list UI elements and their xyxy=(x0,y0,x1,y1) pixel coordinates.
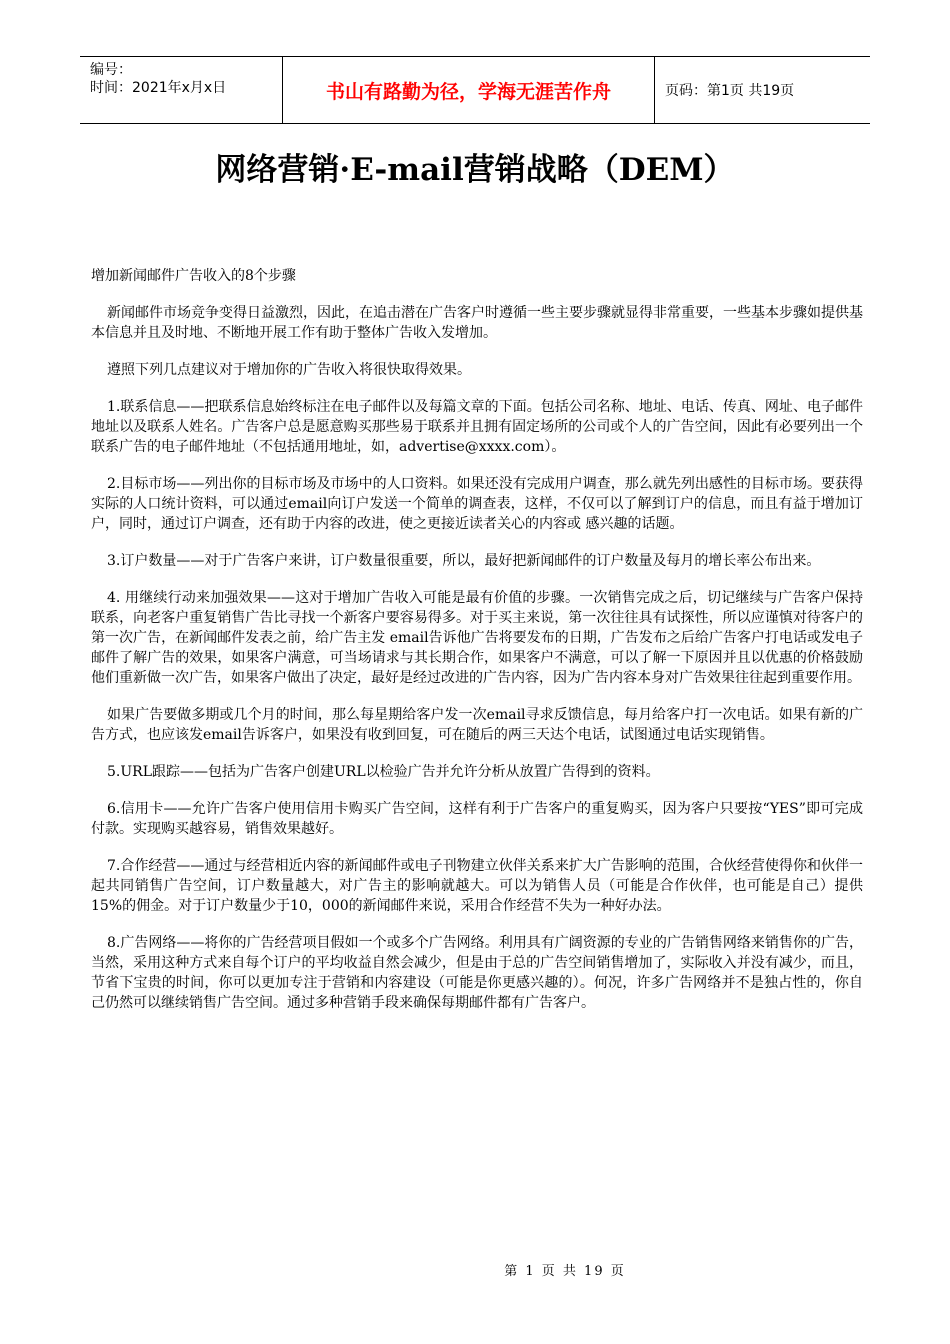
paragraph: 新闻邮件市场竞争变得日益激烈，因此，在追击潜在广告客户时遵循一些主要步骤就显得非常重要，一些基本步骤如提供基本信息并且及时地、不断地开展工作有助于整体广告收入发增加。 xyxy=(91,305,863,341)
header-motto: 书山有路勤为径，学海无涯苦作舟 xyxy=(282,57,655,123)
paragraph: 5.URL跟踪——包括为广告客户创建URL以检验广告并允许分析从放置广告得到的资料。 xyxy=(107,764,660,780)
paragraph: 8.广告网络——将你的广告经营项目假如一个或多个广告网络。利用具有广阔资源的专业的广告销售网络来销售你的广告，当然，采用这种方式来自每个订户的平均收益自然会减少，但是由于总的广告空间销售增加了，实际收入并没有减少，而且，节省下宝贵的时间，你可以更加专注于营销和内容建设（可能是你更感兴趣的）。何况，许多广告网络并不是独占性的，你自己仍然可以继续销售广告空间。通过多种营销手段来确保每期邮件都有广告客户。 xyxy=(91,935,863,1011)
paragraph: 3.订户数量——对于广告客户来讲，订户数量很重要，所以，最好把新闻邮件的订户数量及每月的增长率公布出来。 xyxy=(107,553,821,569)
paragraph: 遵照下列几点建议对于增加你的广告收入将很快取得效果。 xyxy=(107,362,471,378)
page-footer xyxy=(0,1260,950,1279)
paragraph: 2.目标市场——列出你的目标市场及市场中的人口资料。如果还没有完成用户调查，那么就先列出感性的目标市场。要获得实际的人口统计资料，可以通过email向订户发送一个简单的调查表，这样，不仅可以了解到订户的信息，而且有益于增加订户，同时，通过订户调查，还有助于内容的改进，使之更接近读者关心的内容或 感兴趣的话题。 xyxy=(91,476,863,532)
paragraph: 如果广告要做多期或几个月的时间，那么每星期给客户发一次email寻求反馈信息，每月给客户打一次电话。如果有新的广告方式，也应该发email告诉客户，如果没有收到回复，可在随后的两三天达个电话，试图通过电话实现销售。 xyxy=(91,707,863,743)
section-heading: 增加新闻邮件广告收入的8个步骤 xyxy=(91,268,296,284)
footer-page-number: 第 1 页 共 19 页 xyxy=(504,1264,626,1279)
header-table xyxy=(80,56,870,124)
paragraph: 1.联系信息——把联系信息始终标注在电子邮件以及每篇文章的下面。包括公司名称、地址、电话、传真、网址、电子邮件地址以及联系人姓名。广告客户总是愿意购买那些易于联系并且拥有固定场所的公司或个人的广告空间，因此有必要列出一个联系广告的电子邮件地址（不包括通用地址，如，advertise@xxxx.com）。 xyxy=(91,399,863,455)
header-page-info: 页码：第1页 共19页 xyxy=(665,83,795,99)
paragraph: 7.合作经营——通过与经营相近内容的新闻邮件或电子刊物建立伙伴关系来扩大广告影响的范围，合伙经营使得你和伙伴一起共同销售广告空间，订户数量越大，对广告主的影响就越大。可以为销售人员（可能是合作伙伴，也可能是自己）提供15%的佣金。对于订户数量少于10，000的新闻邮件来说，采用合作经营不失为一种好办法。 xyxy=(91,858,863,914)
document-body xyxy=(91,266,863,1030)
document-number-label: 编号： xyxy=(90,62,132,78)
header-meta-cell xyxy=(80,57,282,123)
document-time-label: 时间：2021年x月x日 xyxy=(90,80,227,96)
document-title: 网络营销·E-mail营销战略（DEM） xyxy=(215,152,735,188)
paragraph: 4. 用继续行动来加强效果——这对于增加广告收入可能是最有价值的步骤。一次销售完成之后，切记继续与广告客户保持联系，向老客户重复销售广告比寻找一个新客户要容易得多。对于买主来说，第一次往往具有试探性，所以应谨慎对待客户的第一次广告，在新闻邮件发表之前，给广告主发 email告诉他广告将要发布的日期，广告发布之后给广告客户打电话或发电子邮件了解广告的效果，如果客户满意，可当场请求与其长期合作，如果客户不满意，可以了解一下原因并且以优惠的价格鼓励他们重新做一次广告，如果客户做出了决定，最好是经过改进的广告内容，因为广告内容本身对广告效果往往起到重要作用。 xyxy=(91,590,863,686)
paragraph: 6.信用卡——允许广告客户使用信用卡购买广告空间，这样有利于广告客户的重复购买，因为客户只要按“YES”即可完成付款。实现购买越容易，销售效果越好。 xyxy=(91,801,863,837)
